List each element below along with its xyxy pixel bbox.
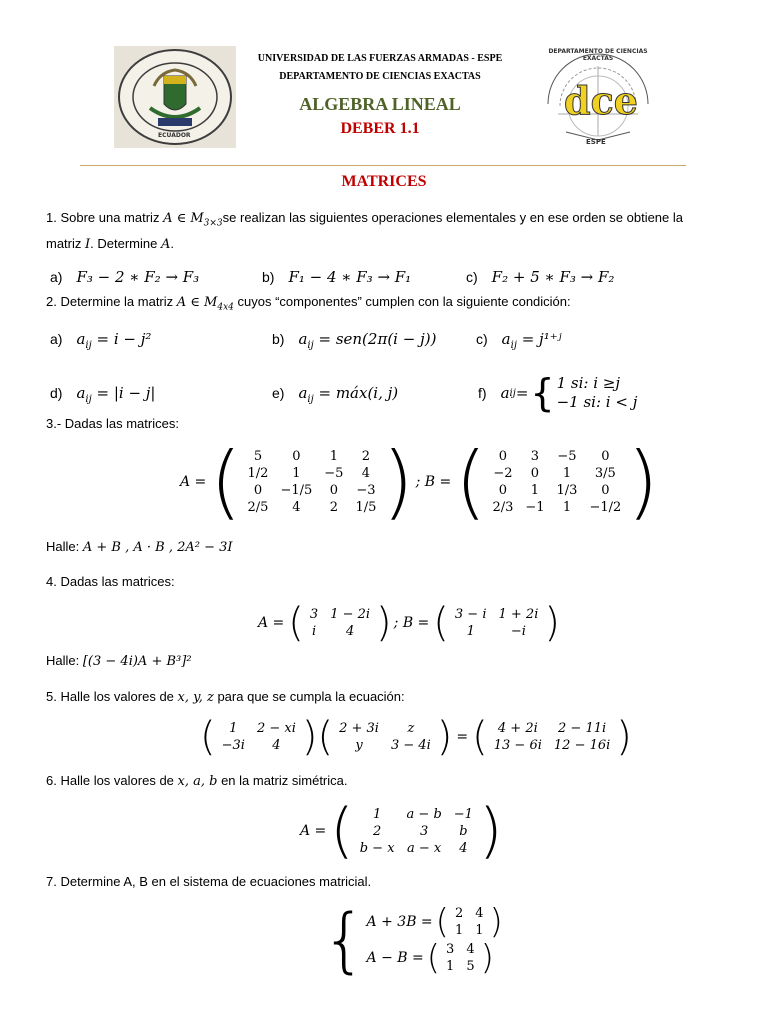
matrix-cell: 1/5 xyxy=(355,500,377,515)
matrix-row xyxy=(242,499,383,516)
matrix-row xyxy=(449,922,490,939)
q7-statement: 7. Determine A, B en el sistema de ecuaciones matricial. xyxy=(46,874,372,889)
q2-option-a: a) $a_{ij} = i - j^2$ xyxy=(50,330,152,351)
dce-department-logo xyxy=(538,44,658,152)
cases-brace: { xyxy=(530,371,555,415)
case-2: −1 si: i < j xyxy=(556,393,638,411)
q1-option-a: a) F₃ − 2 ∗ F₂ → F₃ xyxy=(50,268,200,286)
matrix-cell: 1 xyxy=(530,483,540,498)
matrix-cell: 0 xyxy=(253,483,263,498)
header-divider xyxy=(80,165,686,166)
matrix-cell: −1/5 xyxy=(280,483,313,498)
matrix-cell: −2 xyxy=(493,466,513,481)
matrix-cell: i xyxy=(311,624,317,639)
q3-statement: 3.- Dadas las matrices: xyxy=(46,416,179,431)
eq2-matrix xyxy=(440,941,481,975)
matrix-cell: a − x xyxy=(407,840,442,856)
dce-arc-text: DEPARTAMENTO DE CIENCIAS EXACTAS xyxy=(548,48,648,62)
matrix-cell: 5 xyxy=(253,449,263,464)
eq1-matrix xyxy=(449,905,490,939)
matrix-row xyxy=(449,905,490,922)
matrix-cell: 3 − 4i xyxy=(390,738,431,753)
matrix-row xyxy=(242,448,383,465)
matrix-row xyxy=(486,499,627,516)
matrix-left xyxy=(216,720,302,754)
matrix-row xyxy=(354,823,479,840)
q2-option-d: d) $a_{ij} = |i - j|$ xyxy=(50,384,156,405)
matrix-cell: 1/3 xyxy=(556,483,578,498)
matrix-B-complex xyxy=(449,606,544,640)
crest-motto-bottom: ECUADOR xyxy=(158,132,191,139)
q1-option-b: b) F₁ − 4 ∗ F₃ → F₁ xyxy=(262,268,412,286)
matrix-cell: 1 xyxy=(475,923,484,938)
matrix-cell: 2 xyxy=(454,906,464,921)
matrix-cell: 3 xyxy=(420,823,429,839)
matrix-cell: 2 + 3i xyxy=(339,721,379,736)
matrix-cell: −1 xyxy=(525,500,545,515)
matrix-cell: −1/2 xyxy=(589,500,622,515)
eq1-lhs: A + 3B = xyxy=(366,914,433,930)
q2-option-f: f) a ij = { 1 si: i ≥j −1 si: i < j xyxy=(478,371,638,415)
matrix-cell: 1 xyxy=(562,500,572,515)
matrix-row xyxy=(304,606,376,623)
matrix-cell: 4 + 2i xyxy=(497,721,538,736)
matrix-cell: 4 xyxy=(466,942,475,957)
q2-statement: 2. Determine la matriz A ∈ $M_{4x4}$ cuyos “componentes” cumplen con la siguiente condición: xyxy=(46,294,571,313)
matrix-row xyxy=(486,448,627,465)
dce-letters: dce xyxy=(564,78,638,123)
matrix-cell: 4 xyxy=(475,906,484,921)
matrix-row xyxy=(242,465,383,482)
matrix-cell: 4 xyxy=(272,738,281,753)
q1-option-c: c) F₂ + 5 ∗ F₃ → F₂ xyxy=(466,268,615,286)
matrix-cell: −3 xyxy=(356,483,376,498)
matrix-cell: 12 − 16i xyxy=(553,738,611,753)
matrix-row xyxy=(333,720,437,737)
matrix-cell: 4 xyxy=(459,840,468,856)
q5-equation: ( 1 2 − xi −3i 4 ) ( 2 + 3i z y 3 − 4i ) = ( 4 + 2i 2 − 11i 13 − 6i 12 − 16i ) xyxy=(200,714,632,760)
matrix-cell: 1 xyxy=(292,466,301,481)
matrix-cell: b − x xyxy=(359,840,395,856)
university-name: UNIVERSIDAD DE LAS FUERZAS ARMADAS - ESPE xyxy=(257,53,503,64)
assignment-title: DEBER 1.1 xyxy=(340,120,420,137)
matrix-row xyxy=(449,623,544,640)
matrix-cell: 1 + 2i xyxy=(498,607,539,622)
q6-statement: 6. Halle los valores de x, a, b en la matriz simétrica. xyxy=(46,773,348,789)
matrix-cell: 0 xyxy=(498,449,508,464)
q2-option-e: e) $a_{ij}$ = máx(i, j) xyxy=(272,384,399,405)
case-1: 1 si: i ≥j xyxy=(556,374,621,392)
matrix-cell: 1 − 2i xyxy=(330,607,371,622)
matrix-cell: 5 xyxy=(466,959,475,974)
q6-matrix: A = ( 1 a − b −1 2 3 b b − x a − x 4 ) xyxy=(300,796,503,866)
q3-matrices: A = ( 5 0 1 2 1/2 1 −5 4 0 −1/5 0 −3 2/5 4 2 1/5 ) ; B = ( 0 3 −5 0 −2 0 1 3/5 0 1 1/3 0 2/3 −1 1 −1/2 ) xyxy=(180,435,659,528)
matrix-row xyxy=(440,941,481,958)
q3-find: Halle: A + B , A · B , 2A² − 3I xyxy=(46,539,233,555)
matrix-cell: 4 xyxy=(361,466,371,481)
system-brace: { xyxy=(322,899,367,981)
matrix-row xyxy=(333,737,437,754)
q4-find: Halle: [(3 − 4i)A + B³]² xyxy=(46,653,192,669)
matrix-cell: 3 xyxy=(530,449,540,464)
matrix-cell: 0 xyxy=(498,483,508,498)
matrix-row xyxy=(488,737,617,754)
matrix-row xyxy=(488,720,617,737)
matrix-cell: 2/3 xyxy=(492,500,514,515)
matrix-row xyxy=(440,958,481,975)
matrix-cell: −5 xyxy=(557,449,577,464)
matrix-cell: 3/5 xyxy=(594,466,616,481)
matrix-cell: 0 xyxy=(292,449,301,464)
matrix-A-complex xyxy=(304,606,376,640)
matrix-cell: a − b xyxy=(406,806,442,822)
matrix-cell: 1 xyxy=(454,923,464,938)
q5-statement: 5. Halle los valores de x, y, z para que se cumpla la ecuación: xyxy=(46,689,405,705)
matrix-cell: −5 xyxy=(324,466,344,481)
q7-system: { A + 3B = ( 2 4 1 1 ) A − B = ( 3 4 1 5 ) xyxy=(322,899,503,981)
matrix-cell: −3i xyxy=(221,738,245,753)
matrix-cell: 13 − 6i xyxy=(493,738,542,753)
matrix-cell: 1 xyxy=(562,466,572,481)
matrix-cell: 1 xyxy=(372,806,382,822)
matrix-cell: 2 xyxy=(361,449,371,464)
matrix-cell: 0 xyxy=(601,483,610,498)
matrix-cell: 4 xyxy=(292,500,301,515)
matrix-row xyxy=(354,806,479,823)
eq2-lhs: A − B = xyxy=(366,950,424,966)
matrix-cell: 1 xyxy=(446,959,455,974)
matrix-cell: 3 xyxy=(446,942,455,957)
matrix-B xyxy=(486,448,627,516)
q2-option-b: b) $a_{ij} = sen(2\pi(i - j))$ xyxy=(272,330,437,351)
q4-statement: 4. Dadas las matrices: xyxy=(46,574,175,589)
course-title: ALGEBRA LINEAL xyxy=(299,94,461,114)
matrix-cell: 1 xyxy=(229,721,238,736)
matrix-cell: 3 − i xyxy=(454,607,487,622)
matrix-cell: 2 − xi xyxy=(256,721,296,736)
q4-matrices: A = ( 3 1 − 2i i 4 ) ; B = ( 3 − i 1 + 2i 1 −i ) xyxy=(258,600,560,646)
matrix-row xyxy=(486,482,627,499)
matrix-row xyxy=(486,465,627,482)
matrix-cell: 1 xyxy=(329,449,338,464)
matrix-row xyxy=(242,482,383,499)
symmetric-matrix xyxy=(354,806,479,857)
matrix-cell: 2 xyxy=(329,500,338,515)
q1-statement: 1. Sobre una matriz A ∈ $M_{3\times 3}se$ realizan las siguientes operaciones elementales y en ese orden se obtiene la matriz I. Determine A. xyxy=(46,210,684,252)
matrix-row xyxy=(216,737,302,754)
matrix-middle xyxy=(333,720,437,754)
matrix-row xyxy=(304,623,376,640)
matrix-cell: 0 xyxy=(329,483,338,498)
matrix-row xyxy=(216,720,302,737)
dce-caption: ESPE xyxy=(586,138,606,146)
matrix-result xyxy=(488,720,617,754)
espe-crest-logo xyxy=(114,46,236,148)
matrix-cell: 1/2 xyxy=(247,466,269,481)
matrix-cell: −i xyxy=(510,624,526,639)
q2-option-c: c) $a_{ij}$ = j¹⁺ʲ xyxy=(476,330,562,351)
matrix-cell: 0 xyxy=(530,466,540,481)
matrix-cell: y xyxy=(355,738,363,753)
matrix-cell: 2/5 xyxy=(247,500,269,515)
matrix-row xyxy=(354,840,479,857)
matrix-cell: 1 xyxy=(466,624,475,639)
matrix-cell: 0 xyxy=(601,449,610,464)
matrix-cell: 2 − 11i xyxy=(558,721,607,736)
matrix-cell: 4 xyxy=(345,624,355,639)
matrix-A xyxy=(242,448,383,516)
matrix-cell: 3 xyxy=(309,607,319,622)
department-name: DEPARTAMENTO DE CIENCIAS EXACTAS xyxy=(279,71,481,82)
matrix-cell: −1 xyxy=(453,806,473,822)
matrix-cell: z xyxy=(407,721,415,736)
matrix-row xyxy=(449,606,544,623)
matrix-cell: b xyxy=(459,823,468,839)
matrix-cell: 2 xyxy=(372,823,382,839)
section-title: MATRICES xyxy=(341,173,427,190)
